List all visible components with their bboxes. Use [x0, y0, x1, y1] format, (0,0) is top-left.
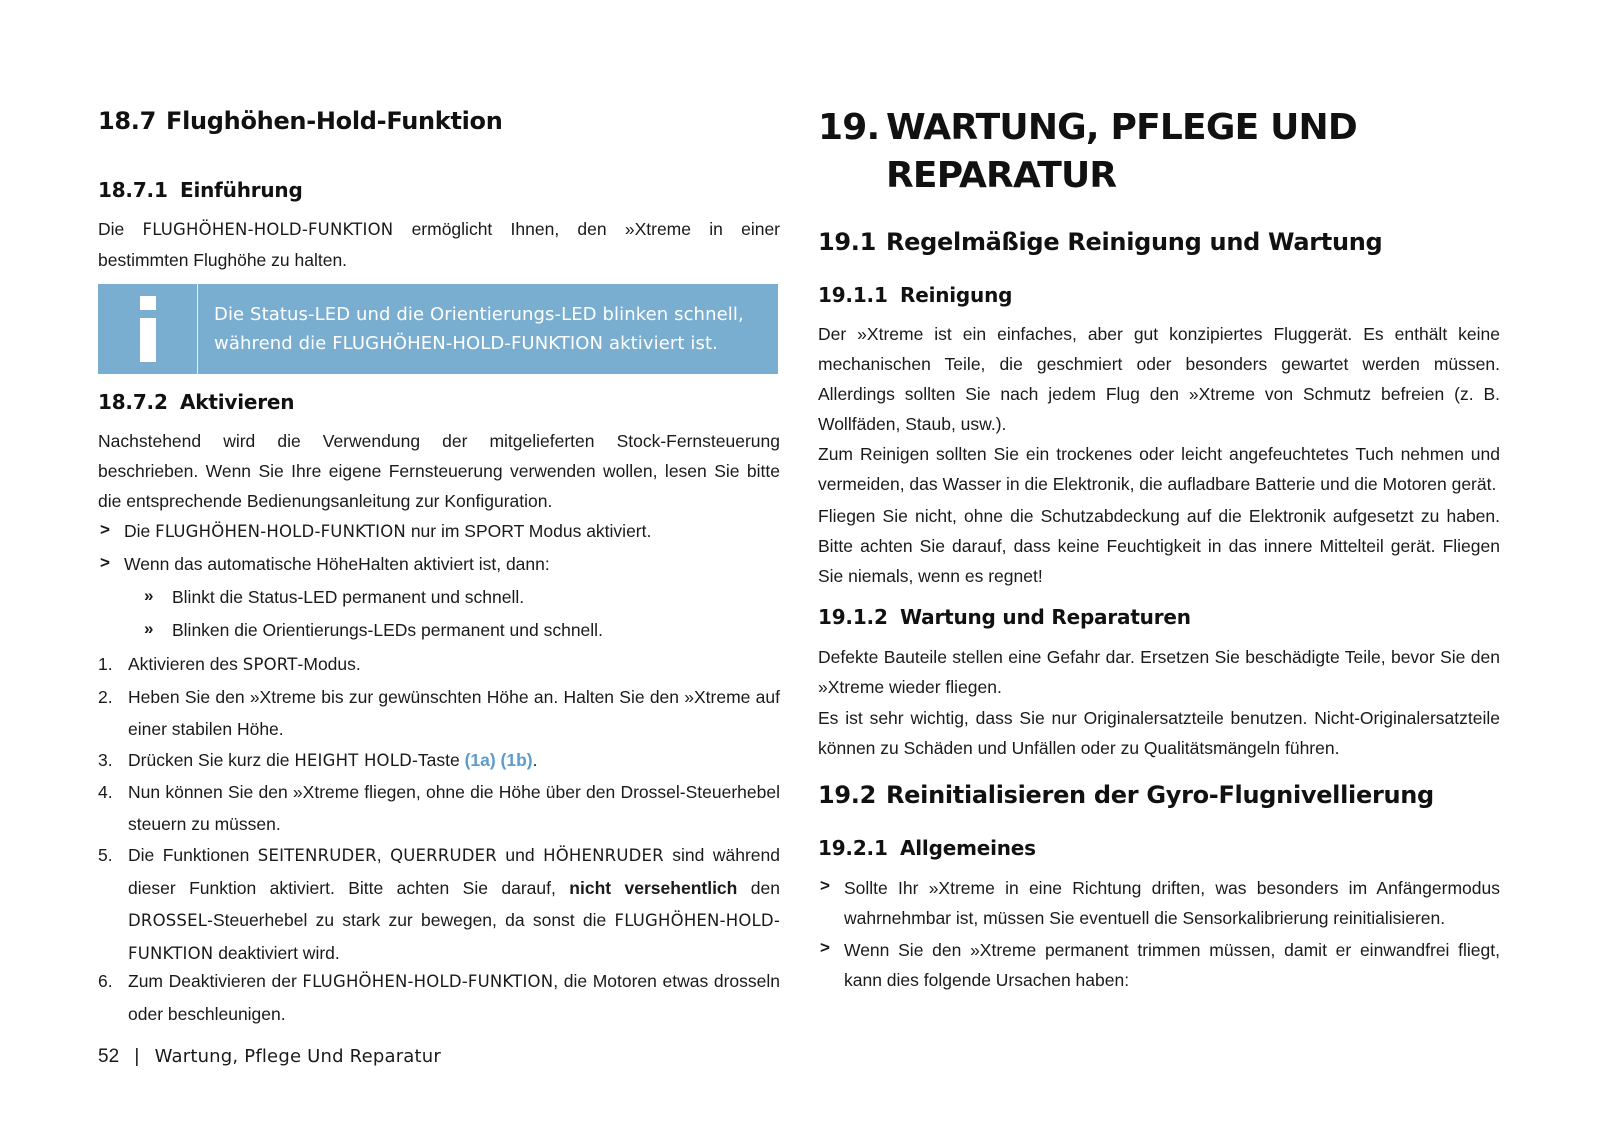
- list-number: 1.: [98, 654, 113, 674]
- list-number: 6.: [98, 971, 113, 991]
- sub-list-item: Blinken die Orientierungs-LEDs permanent und schnell.: [172, 620, 603, 640]
- footer-separator: |: [134, 1046, 140, 1067]
- list-item: Sollte Ihr »Xtreme in eine Richtung driften, was besonders im Anfängermodus wahrnehmbar ist, müssen Sie eventuell die Sensorkalibrierung reinitialisieren.: [844, 878, 1500, 928]
- bullet-marker: >: [100, 553, 110, 572]
- list-number: 5.: [98, 845, 113, 865]
- info-text: Die Status-LED und die Orientierungs-LED blinken schnell, während die FLUGHÖHEN-HOLD-FUNKTION aktiviert ist.: [214, 304, 744, 354]
- bullet-marker: >: [820, 876, 830, 895]
- heading-19-1-2: 19.1.2 Wartung und Reparaturen: [818, 605, 1191, 629]
- figure-reference-link[interactable]: (1a) (1b): [464, 750, 533, 770]
- list-item: Zum Deaktivieren der FLUGHÖHEN-HOLD-FUNKTION, die Motoren etwas drosseln oder beschleunigen.: [128, 971, 780, 1024]
- list-item: Die FLUGHÖHEN-HOLD-FUNKTION nur im SPORT Modus aktiviert.: [124, 521, 652, 541]
- heading-18-7: 18.7 Flughöhen-Hold-Funktion: [98, 107, 503, 135]
- list-item: Die Funktionen SEITENRUDER, QUERRUDER und HÖHENRUDER sind während dieser Funktion aktiviert. Bitte achten Sie darauf, nicht versehentlich den DROSSEL-Steuerhebel zu stark zur bewegen, da sonst die FLUGHÖHEN-HOLD-FUNKTION deaktiviert wird.: [128, 845, 780, 963]
- list-item: Wenn Sie den »Xtreme permanent trimmen müssen, damit er einwandfrei fliegt, kann dies folgende Ursachen haben:: [844, 940, 1500, 990]
- list-item: Drücken Sie kurz die HEIGHT HOLD-Taste (1a) (1b).: [128, 750, 538, 770]
- list-item: Nun können Sie den »Xtreme fliegen, ohne die Höhe über den Drossel-Steuerhebel steuern zu müssen.: [128, 782, 780, 834]
- reinigung-paragraph-3: Fliegen Sie nicht, ohne die Schutzabdeckung auf die Elektronik aufgesetzt zu haben. Bitte achten Sie darauf, dass keine Feuchtigkeit in das innere Mittelteil gerät. Fliegen Sie niemals, wenn es regnet!: [818, 506, 1500, 586]
- list-item: Heben Sie den »Xtreme bis zur gewünschten Höhe an. Halten Sie den »Xtreme auf einer stabilen Höhe.: [128, 687, 780, 739]
- wartung-paragraph-2: Es ist sehr wichtig, dass Sie nur Originalersatzteile benutzen. Nicht-Originalersatzteile können zu Schäden und Unfällen oder zu Qualitätsmängeln führen.: [818, 708, 1500, 758]
- heading-19-1: 19.1 Regelmäßige Reinigung und Wartung: [818, 228, 1383, 256]
- list-number: 3.: [98, 750, 113, 770]
- info-box: [98, 284, 778, 374]
- heading-19-1-1: 19.1.1 Reinigung: [818, 283, 1013, 307]
- heading-18-7-2: 18.7.2 Aktivieren: [98, 390, 295, 414]
- chapter-title: 19. WARTUNG, PFLEGE UND REPARATUR: [818, 107, 1357, 196]
- subbullet-marker: »: [144, 619, 154, 638]
- aktivieren-paragraph: Nachstehend wird die Verwendung der mitgelieferten Stock-Fernsteuerung beschrieben. Wenn Sie Ihre eigene Fernsteuerung verwenden wollen, lesen Sie bitte die entsprechende Bedienungsanleitung zur Konfiguration.: [98, 431, 780, 511]
- footer-section-title: Wartung, Pflege Und Reparatur: [154, 1046, 442, 1067]
- page-number: 52: [98, 1046, 120, 1067]
- heading-19-2-1: 19.2.1 Allgemeines: [818, 836, 1036, 860]
- reinigung-paragraph-2: Zum Reinigen sollten Sie ein trockenes oder leicht angefeuchtetes Tuch nehmen und vermeiden, das Wasser in die Elektronik, die aufladbare Batterie und die Motoren gerät.: [818, 444, 1500, 494]
- subbullet-marker: »: [144, 586, 154, 605]
- info-icon: [98, 284, 198, 374]
- list-number: 4.: [98, 782, 113, 802]
- heading-19-2: 19.2 Reinitialisieren der Gyro-Flugnivellierung: [818, 781, 1434, 809]
- page-footer: [98, 1046, 441, 1068]
- list-item: Aktivieren des SPORT-Modus.: [128, 654, 361, 674]
- list-number: 2.: [98, 687, 113, 707]
- bullet-marker: >: [820, 938, 830, 957]
- heading-18-7-1: 18.7.1 Einführung: [98, 178, 303, 202]
- wartung-paragraph-1: Defekte Bauteile stellen eine Gefahr dar. Ersetzen Sie beschädigte Teile, bevor Sie den »Xtreme wieder fliegen.: [818, 647, 1500, 697]
- sub-list-item: Blinkt die Status-LED permanent und schnell.: [172, 587, 525, 607]
- reinigung-paragraph-1: Der »Xtreme ist ein einfaches, aber gut konzipiertes Fluggerät. Es enthält keine mechanischen Teile, die geschmiert oder besonders gewartet werden müssen. Allerdings sollten Sie nach jedem Flug den »Xtreme von Schmutz befreien (z. B. Wollfäden, Staub, usw.).: [818, 324, 1500, 434]
- list-item: Wenn das automatische HöheHalten aktiviert ist, dann:: [124, 554, 550, 574]
- bullet-marker: >: [100, 520, 110, 539]
- intro-paragraph: Die FLUGHÖHEN-HOLD-FUNKTION ermöglicht Ihnen, den »Xtreme in einer bestimmten Flughöhe zu halten.: [98, 219, 780, 270]
